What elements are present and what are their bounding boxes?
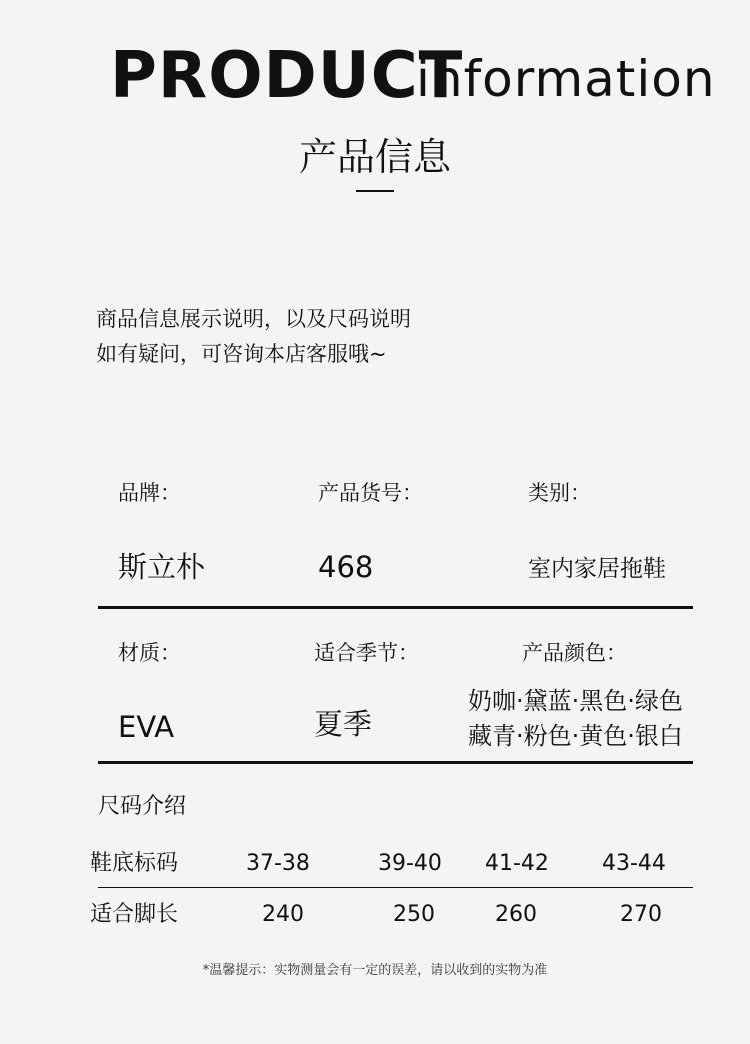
item-number-value: 468: [318, 550, 374, 584]
category-value: 室内家居拖鞋: [528, 556, 666, 582]
intro-line-2: 如有疑问，可咨询本店客服哦~: [96, 342, 387, 366]
foot-length-value: 250: [393, 902, 435, 927]
sole-size-label: 鞋底标码: [90, 851, 179, 876]
size-section-title: 尺码介绍: [98, 794, 187, 819]
color-label: 产品颜色：: [522, 641, 627, 665]
sole-size-value: 39-40: [378, 851, 442, 876]
title-chinese: 产品信息: [298, 135, 451, 179]
title-information: information: [416, 50, 716, 108]
title-product: PRODUCT: [110, 39, 464, 113]
sole-size-value: 43-44: [602, 851, 666, 876]
category-label: 类别：: [528, 481, 591, 505]
brand-label: 品牌：: [118, 481, 181, 505]
material-label: 材质：: [118, 641, 181, 665]
sole-size-value: 41-42: [485, 851, 549, 876]
brand-value: 斯立朴: [118, 550, 206, 584]
title-divider: [356, 190, 394, 192]
sole-size-value: 37-38: [246, 851, 310, 876]
foot-length-value: 240: [262, 902, 304, 927]
season-value: 夏季: [314, 707, 373, 741]
foot-length-value: 270: [620, 902, 662, 927]
color-value-line-2: 藏青·粉色·黄色·银白: [468, 722, 683, 750]
disclaimer-note: *温馨提示：实物测量会有一定的误差，请以收到的实物为准: [202, 963, 548, 978]
size-table-divider: [98, 887, 693, 888]
material-value: EVA: [118, 710, 175, 744]
color-value-line-1: 奶咖·黛蓝·黑色·绿色: [468, 687, 683, 715]
intro-line-1: 商品信息展示说明，以及尺码说明: [96, 307, 411, 331]
item-number-label: 产品货号：: [318, 481, 423, 505]
divider-2: [98, 761, 693, 764]
foot-length-label: 适合脚长: [90, 902, 179, 927]
divider-1: [98, 606, 693, 609]
foot-length-value: 260: [495, 902, 537, 927]
season-label: 适合季节：: [314, 641, 419, 665]
